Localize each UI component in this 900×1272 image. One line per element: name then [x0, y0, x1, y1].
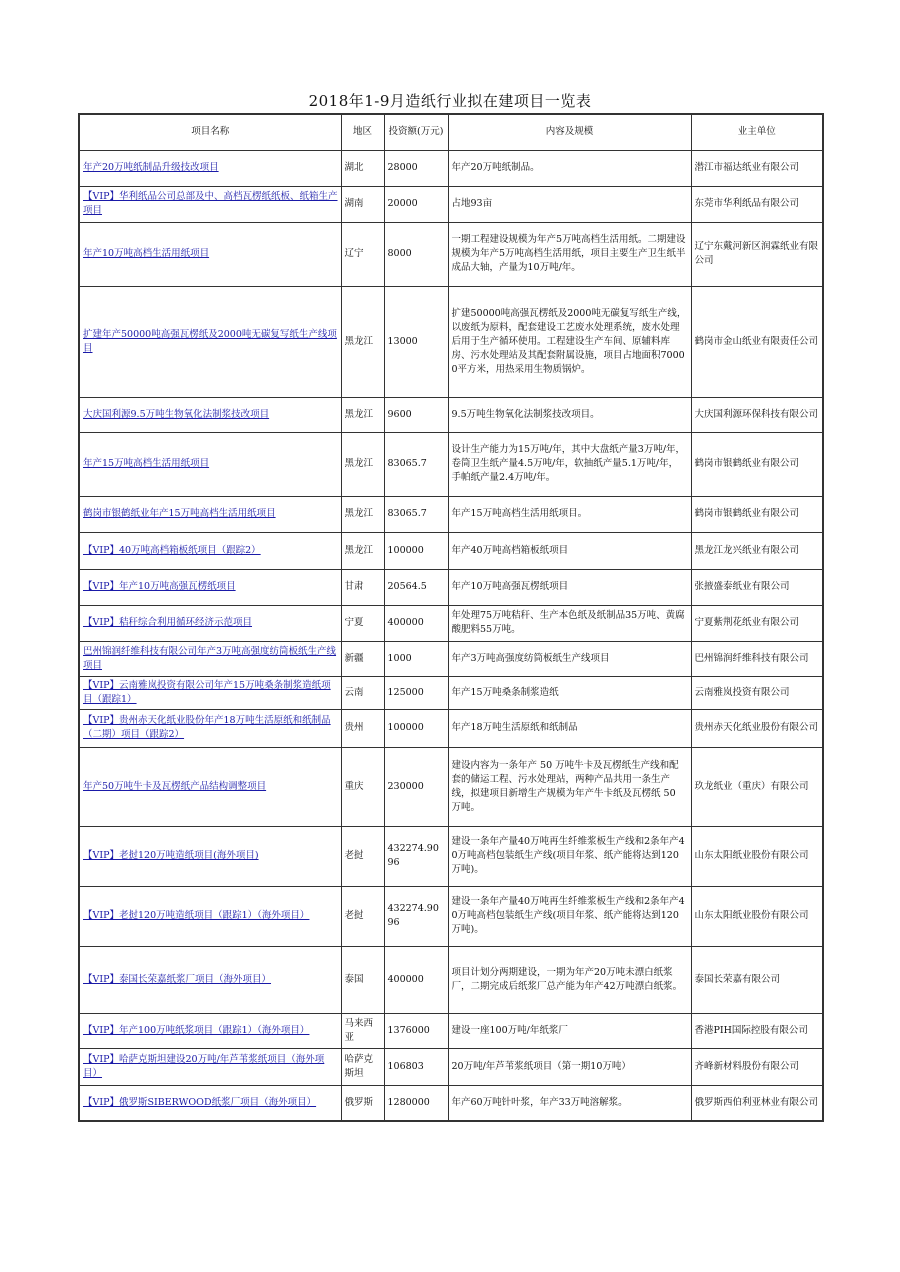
project-name-link[interactable]: 年产15万吨高档生活用纸项目 — [83, 458, 210, 469]
project-name-cell — [79, 886, 341, 946]
owner-cell: 张掖盛泰纸业有限公司 — [691, 569, 823, 605]
project-name-cell — [79, 709, 341, 747]
project-name-link[interactable]: 【VIP】俄罗斯SIBERWOOD纸浆厂项目（海外项目） — [83, 1096, 317, 1108]
content-scale-cell: 20万吨/年芦苇浆纸项目（第一期10万吨） — [448, 1048, 691, 1085]
region-cell: 云南 — [341, 676, 384, 709]
project-name-link[interactable]: 大庆国利源9.5万吨生物氧化法制浆技改项目 — [83, 408, 270, 420]
table-row — [79, 641, 823, 676]
region-cell: 老挝 — [341, 886, 384, 946]
investment-cell: 100000 — [384, 532, 448, 569]
header-content-scale: 内容及规模 — [448, 114, 691, 150]
investment-cell: 125000 — [384, 676, 448, 709]
table-row — [79, 747, 823, 826]
investment-cell: 20000 — [384, 186, 448, 222]
region-cell: 黑龙江 — [341, 397, 384, 432]
content-scale-cell: 建设一座100万吨/年纸浆厂 — [448, 1013, 691, 1048]
project-name-cell — [79, 397, 341, 432]
project-name-link[interactable]: 年产50万吨牛卡及瓦楞纸产品结构调整项目 — [83, 780, 267, 792]
content-scale-cell: 建设一条年产量40万吨再生纤维浆板生产线和2条年产40万吨高档包装纸生产线(项目年浆、纸产能将达到120万吨)。 — [448, 886, 691, 946]
content-scale-cell: 扩建50000吨高强瓦楞纸及2000吨无碳复写纸生产线，以废纸为原料，配套建设工艺废水处理系统，废水处理后用于生产循环使用。工程建设生产车间、原辅料库房、污水处理站及其配套附属设施，项目占地面积70000平方米，用热采用生物质锅炉。 — [448, 286, 691, 397]
region-cell: 辽宁 — [341, 222, 384, 286]
project-name-link[interactable]: 【VIP】泰国长荣嘉纸浆厂项目（海外项目） — [83, 973, 272, 985]
owner-cell: 贵州赤天化纸业股份有限公司 — [691, 709, 823, 747]
owner-cell: 山东太阳纸业股份有限公司 — [691, 886, 823, 946]
region-cell: 马来西亚 — [341, 1013, 384, 1048]
table-row — [79, 569, 823, 605]
owner-cell: 云南雅岚投资有限公司 — [691, 676, 823, 709]
investment-cell: 400000 — [384, 605, 448, 641]
investment-cell: 1376000 — [384, 1013, 448, 1048]
investment-cell: 28000 — [384, 150, 448, 186]
project-name-link[interactable]: 【VIP】秸秆综合利用循环经济示范项目 — [83, 617, 253, 628]
region-cell: 黑龙江 — [341, 496, 384, 532]
region-cell: 湖南 — [341, 186, 384, 222]
project-name-cell — [79, 432, 341, 496]
region-cell: 黑龙江 — [341, 432, 384, 496]
project-name-cell — [79, 532, 341, 569]
content-scale-cell: 年产15万吨高档生活用纸项目。 — [448, 496, 691, 532]
content-scale-cell: 设计生产能力为15万吨/年，其中大盘纸产量3万吨/年，卷筒卫生纸产量4.5万吨/年，软抽纸产量5.1万吨/年，手帕纸产量2.4万吨/年。 — [448, 432, 691, 496]
investment-cell: 432274.9096 — [384, 886, 448, 946]
table-body — [79, 150, 823, 1121]
investment-cell: 106803 — [384, 1048, 448, 1085]
header-region: 地区 — [341, 114, 384, 150]
region-cell: 泰国 — [341, 946, 384, 1013]
table-row — [79, 886, 823, 946]
project-name-link[interactable]: 年产10万吨高档生活用纸项目 — [83, 248, 210, 259]
project-table — [78, 113, 824, 1122]
project-name-link[interactable]: 【VIP】老挝120万吨造纸项目（跟踪1）（海外项目） — [83, 910, 310, 921]
table-row — [79, 186, 823, 222]
table-row — [79, 150, 823, 186]
owner-cell: 香港PIH国际控股有限公司 — [691, 1013, 823, 1048]
table-row — [79, 222, 823, 286]
table-row — [79, 432, 823, 496]
project-name-cell — [79, 150, 341, 186]
region-cell: 新疆 — [341, 641, 384, 676]
region-cell: 湖北 — [341, 150, 384, 186]
project-name-cell — [79, 946, 341, 1013]
owner-cell: 齐峰新材料股份有限公司 — [691, 1048, 823, 1085]
content-scale-cell: 年产10万吨高强瓦楞纸项目 — [448, 569, 691, 605]
owner-cell: 鹤岗市银鹤纸业有限公司 — [691, 432, 823, 496]
owner-cell: 宁夏紫荆花纸业有限公司 — [691, 605, 823, 641]
content-scale-cell: 年产15万吨桑条制浆造纸 — [448, 676, 691, 709]
investment-cell: 8000 — [384, 222, 448, 286]
content-scale-cell: 年产60万吨针叶浆，年产33万吨溶解浆。 — [448, 1085, 691, 1121]
table-row — [79, 532, 823, 569]
project-name-cell — [79, 1085, 341, 1121]
content-scale-cell: 年处理75万吨秸秆、生产本色纸及纸制品35万吨、黄腐酸肥料55万吨。 — [448, 605, 691, 641]
region-cell: 黑龙江 — [341, 286, 384, 397]
region-cell: 老挝 — [341, 826, 384, 886]
header-investment: 投资额(万元) — [384, 114, 448, 150]
table-row — [79, 1048, 823, 1085]
project-name-cell — [79, 676, 341, 709]
project-name-cell — [79, 222, 341, 286]
table-row — [79, 946, 823, 1013]
region-cell: 甘肃 — [341, 569, 384, 605]
header-owner: 业主单位 — [691, 114, 823, 150]
owner-cell: 鹤岗市银鹤纸业有限公司 — [691, 496, 823, 532]
project-name-link[interactable]: 鹤岗市银鹤纸业年产15万吨高档生活用纸项目 — [83, 508, 276, 519]
investment-cell: 432274.9096 — [384, 826, 448, 886]
table-row — [79, 605, 823, 641]
project-name-link[interactable]: 【VIP】华利纸品公司总部及中、高档瓦楞纸纸板、纸箱生产项目 — [83, 191, 338, 216]
table-header-row — [79, 114, 823, 150]
investment-cell: 1000 — [384, 641, 448, 676]
investment-cell: 1280000 — [384, 1085, 448, 1121]
owner-cell: 辽宁东戴河新区润霖纸业有限公司 — [691, 222, 823, 286]
project-name-link[interactable]: 年产20万吨纸制品升级技改项目 — [83, 162, 219, 173]
investment-cell: 13000 — [384, 286, 448, 397]
owner-cell: 泰国长荣嘉有限公司 — [691, 946, 823, 1013]
region-cell: 黑龙江 — [341, 532, 384, 569]
content-scale-cell: 9.5万吨生物氧化法制浆技改项目。 — [448, 397, 691, 432]
table-row — [79, 709, 823, 747]
owner-cell: 黑龙江龙兴纸业有限公司 — [691, 532, 823, 569]
project-name-cell — [79, 1013, 341, 1048]
table-row — [79, 397, 823, 432]
investment-cell: 400000 — [384, 946, 448, 1013]
table-row — [79, 826, 823, 886]
owner-cell: 巴州锦润纤维科技有限公司 — [691, 641, 823, 676]
content-scale-cell: 项目计划分两期建设，一期为年产20万吨未漂白纸浆厂，二期完成后纸浆厂总产能为年产42万吨漂白纸浆。 — [448, 946, 691, 1013]
project-name-cell — [79, 186, 341, 222]
investment-cell: 83065.7 — [384, 496, 448, 532]
region-cell: 重庆 — [341, 747, 384, 826]
content-scale-cell: 一期工程建设规模为年产5万吨高档生活用纸。二期建设规模为年产5万吨高档生活用纸，项目主要生产卫生纸半成品大轴，产量为10万吨/年。 — [448, 222, 691, 286]
owner-cell: 玖龙纸业（重庆）有限公司 — [691, 747, 823, 826]
region-cell: 哈萨克斯坦 — [341, 1048, 384, 1085]
project-name-cell — [79, 569, 341, 605]
table-row — [79, 496, 823, 532]
owner-cell: 俄罗斯西伯利亚林业有限公司 — [691, 1085, 823, 1121]
table-row — [79, 1085, 823, 1121]
investment-cell: 230000 — [384, 747, 448, 826]
project-name-link[interactable]: 【VIP】年产100万吨纸浆项目（跟踪1）（海外项目） — [83, 1024, 310, 1036]
region-cell: 贵州 — [341, 709, 384, 747]
owner-cell: 鹤岗市金山纸业有限责任公司 — [691, 286, 823, 397]
project-name-cell — [79, 747, 341, 826]
owner-cell: 东莞市华利纸品有限公司 — [691, 186, 823, 222]
project-name-link[interactable]: 巴州锦润纤维科技有限公司年产3万吨高强度纺筒板纸生产线项目 — [83, 645, 337, 671]
owner-cell: 大庆国利源环保科技有限公司 — [691, 397, 823, 432]
region-cell: 俄罗斯 — [341, 1085, 384, 1121]
owner-cell: 潜江市福达纸业有限公司 — [691, 150, 823, 186]
content-scale-cell: 占地93亩 — [448, 186, 691, 222]
project-name-cell — [79, 826, 341, 886]
project-name-cell — [79, 286, 341, 397]
content-scale-cell: 年产20万吨纸制品。 — [448, 150, 691, 186]
project-name-link[interactable]: 【VIP】哈萨克斯坦建设20万吨/年芦苇浆纸项目（海外项目） — [83, 1053, 325, 1079]
project-name-link[interactable]: 扩建年产50000吨高强瓦楞纸及2000吨无碳复写纸生产线项目 — [83, 328, 337, 354]
owner-cell: 山东太阳纸业股份有限公司 — [691, 826, 823, 886]
project-name-link[interactable]: 【VIP】贵州赤天化纸业股份年产18万吨生活原纸和纸制品（二期）项目（跟踪2） — [83, 715, 331, 740]
project-name-link[interactable]: 【VIP】年产10万吨高强瓦楞纸项目 — [83, 581, 236, 592]
document-title: 2018年1-9月造纸行业拟在建项目一览表 — [308, 92, 592, 110]
project-name-link[interactable]: 【VIP】云南雅岚投资有限公司年产15万吨桑条制浆造纸项目（跟踪1） — [83, 679, 331, 705]
content-scale-cell: 年产18万吨生活原纸和纸制品 — [448, 709, 691, 747]
investment-cell: 9600 — [384, 397, 448, 432]
investment-cell: 20564.5 — [384, 569, 448, 605]
header-project-name: 项目名称 — [79, 114, 341, 150]
content-scale-cell: 建设一条年产量40万吨再生纤维浆板生产线和2条年产40万吨高档包装纸生产线(项目年浆、纸产能将达到120万吨)。 — [448, 826, 691, 886]
table-row — [79, 286, 823, 397]
investment-cell: 83065.7 — [384, 432, 448, 496]
content-scale-cell: 建设内容为一条年产 50 万吨牛卡及瓦楞纸生产线和配套的储运工程、污水处理站，两种产品共用一条生产线，拟建项目新增生产规模为年产牛卡纸及瓦楞纸 50 万吨。 — [448, 747, 691, 826]
project-name-link[interactable]: 【VIP】老挝120万吨造纸项目(海外项目) — [83, 850, 259, 861]
region-cell: 宁夏 — [341, 605, 384, 641]
project-name-link[interactable]: 【VIP】40万吨高档箱板纸项目（跟踪2） — [83, 544, 261, 556]
project-name-cell — [79, 641, 341, 676]
table-row — [79, 676, 823, 709]
content-scale-cell: 年产40万吨高档箱板纸项目 — [448, 532, 691, 569]
project-name-cell — [79, 605, 341, 641]
table-row — [79, 1013, 823, 1048]
project-name-cell — [79, 1048, 341, 1085]
project-name-cell — [79, 496, 341, 532]
content-scale-cell: 年产3万吨高强度纺筒板纸生产线项目 — [448, 641, 691, 676]
investment-cell: 100000 — [384, 709, 448, 747]
